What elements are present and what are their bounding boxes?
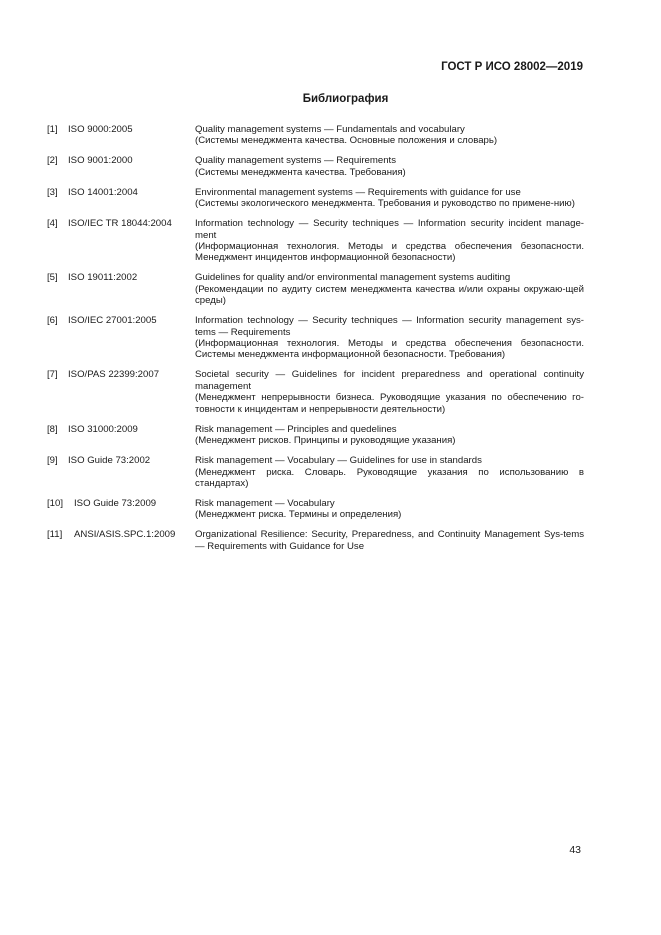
entry-description-line: Societal security — Guidelines for incident preparedness and operational continuity management	[195, 369, 584, 392]
entry-number: [7]	[47, 369, 58, 381]
entry-standard-code: ISO/IEC TR 18044:2004	[68, 218, 172, 230]
entry-description-line: Guidelines for quality and/or environmental management systems auditing	[195, 272, 511, 284]
bibliography-entry	[47, 529, 584, 552]
entry-number: [6]	[47, 315, 58, 327]
entry-standard-code: ISO 9001:2000	[68, 155, 133, 167]
bibliography-list	[47, 124, 584, 561]
bibliography-entry	[47, 498, 584, 521]
entry-number: [4]	[47, 218, 58, 230]
entry-description	[195, 218, 584, 264]
entry-description	[195, 529, 584, 552]
bibliography-entry	[47, 455, 584, 489]
entry-number: [10]	[47, 497, 64, 509]
entry-description-line: Information technology — Security techniques — Information security management sys-tems — Requirements	[195, 315, 584, 338]
entry-standard-code: ANSI/ASIS.SPC.1:2009	[74, 529, 176, 541]
bibliography-entry	[47, 124, 584, 147]
entry-description	[195, 272, 584, 306]
entry-standard-code: ISO 14001:2004	[68, 186, 138, 198]
entry-description-line: (Информационная технология. Методы и средства обеспечения безопасности. Менеджмент инцидентов информационной безопасности)	[195, 241, 584, 264]
entry-number: [2]	[47, 155, 58, 167]
entry-number: [5]	[47, 272, 58, 284]
entry-description-line: (Системы менеджмента качества. Требования)	[195, 166, 406, 178]
entry-description	[195, 455, 584, 489]
entry-description-line: (Рекомендации по аудиту систем менеджмента качества и/или охраны окружаю-щей среды)	[195, 283, 584, 307]
bibliography-entry	[47, 315, 584, 361]
entry-number: [8]	[47, 423, 58, 435]
bibliography-entry	[47, 369, 584, 415]
entry-standard-code: ISO Guide 73:2009	[74, 497, 157, 509]
entry-description	[195, 187, 584, 210]
entry-description-line: Risk management — Principles and quedelines	[195, 423, 397, 435]
entry-description-line: (Менеджмент непрерывности бизнеса. Руководящие указания по обеспечению го-товности к инцидентам и непрерывности деятельности)	[195, 392, 584, 415]
document-header: ГОСТ Р ИСО 28002—2019	[441, 61, 583, 73]
entry-number: [1]	[47, 124, 58, 135]
entry-description	[195, 315, 584, 361]
entry-description-line: (Информационная технология. Методы и средства обеспечения безопасности. Системы менеджмента информационной безопасности. Требования)	[195, 338, 584, 361]
bibliography-entry	[47, 424, 584, 447]
bibliography-entry	[47, 155, 584, 178]
entry-description	[195, 155, 584, 178]
entry-standard-code: ISO 31000:2009	[68, 423, 138, 435]
entry-description-line: Quality management systems — Requirements	[195, 155, 397, 167]
entry-description	[195, 498, 584, 521]
entry-description-line: Information technology — Security techniques — Information security incident manage-ment	[195, 218, 584, 241]
entry-description-line: Quality management systems — Fundamentals and vocabulary	[195, 124, 465, 135]
entry-description-line: (Системы менеджмента качества. Основные положения и словарь)	[195, 135, 498, 147]
entry-description-line: (Системы экологического менеджмента. Требования и руководство по примене-нию)	[195, 198, 575, 210]
bibliography-entry	[47, 218, 584, 264]
entry-standard-code: ISO 19011:2002	[68, 272, 138, 284]
entry-standard-code: ISO/IEC 27001:2005	[68, 315, 157, 327]
entry-number: [3]	[47, 186, 58, 198]
entry-standard-code: ISO/PAS 22399:2007	[68, 369, 160, 381]
entry-description-line: (Менеджмент рисков. Принципы и руководящие указания)	[195, 435, 456, 447]
entry-description-line: (Менеджмент риска. Словарь. Руководящие указания по использованию в стандартах)	[195, 466, 584, 489]
page-number: 43	[569, 844, 581, 856]
entry-description	[195, 369, 584, 415]
page-title: Библиография	[302, 93, 389, 105]
entry-description-line: Risk management — Vocabulary	[195, 497, 335, 509]
entry-description-line: Risk management — Vocabulary — Guidelines for use in standards	[195, 455, 482, 467]
entry-description-line: (Менеджмент риска. Термины и определения)	[195, 509, 402, 521]
entry-number: [9]	[47, 455, 58, 467]
entry-description	[195, 424, 584, 447]
bibliography-entry	[47, 187, 584, 210]
entry-description-line: Organizational Resilience: Security, Preparedness, and Continuity Management Sys-tems — Requirements with Guidance for Use	[195, 529, 584, 552]
entry-standard-code: ISO Guide 73:2002	[68, 455, 151, 467]
entry-number: [11]	[47, 529, 63, 541]
bibliography-entry	[47, 272, 584, 306]
entry-description	[195, 124, 584, 147]
entry-description-line: Environmental management systems — Requirements with guidance for use	[195, 186, 521, 198]
entry-standard-code: ISO 9000:2005	[68, 124, 133, 135]
